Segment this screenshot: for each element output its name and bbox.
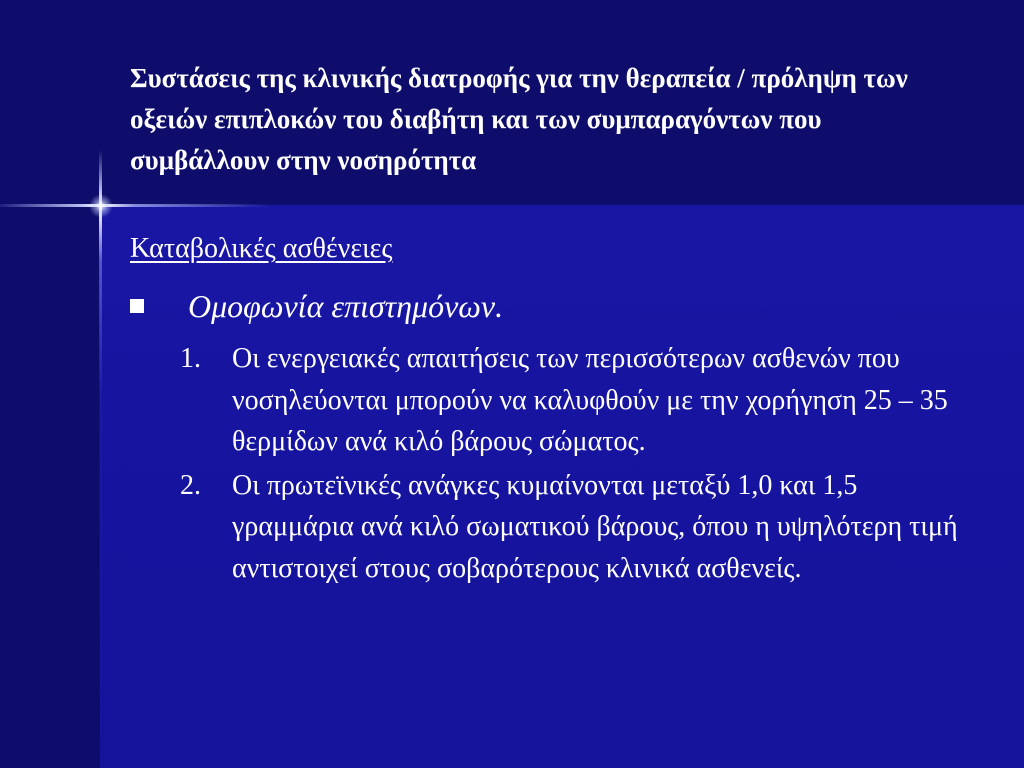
list-item [180,338,970,463]
list-item [180,465,970,590]
list-item-text: Οι ενεργειακές απαιτήσεις των περισσότερων ασθενών που νοσηλεύονται μπορούν να καλυφθούν με την χορήγηση 25 – 35 θερμίδων ανά κιλό βάρους σώματος. [232,343,948,457]
section-heading: Καταβολικές ασθένειες [130,233,393,264]
list-item-number: 2. [180,469,201,501]
horizontal-accent-line [0,204,270,207]
sparkle-icon [89,194,113,218]
list-item-text: Οι πρωτεϊνικές ανάγκες κυμαίνονται μεταξύ 1,0 και 1,5 γραμμάρια ανά κιλό σωματικού βάρους, όπου η υψηλότερη τιμή αντιστοιχεί στους σοβαρότερους κλινικά ασθενείς. [232,469,958,584]
slide-title: Συστάσεις της κλινικής διατροφής για την θεραπεία / πρόληψη των οξειών επιπλοκών του διαβήτη και των συμπαραγόντων που συμβάλλουν στην νοσηρότητα [130,63,908,175]
numbered-list [180,338,970,591]
list-item-number: 1. [180,343,201,374]
left-band [0,0,100,768]
square-bullet-icon [130,299,144,313]
vertical-accent-line [99,150,102,768]
bullet-text: Ομοφωνία επιστημόνων. [188,288,504,324]
bullet-item [130,284,503,328]
